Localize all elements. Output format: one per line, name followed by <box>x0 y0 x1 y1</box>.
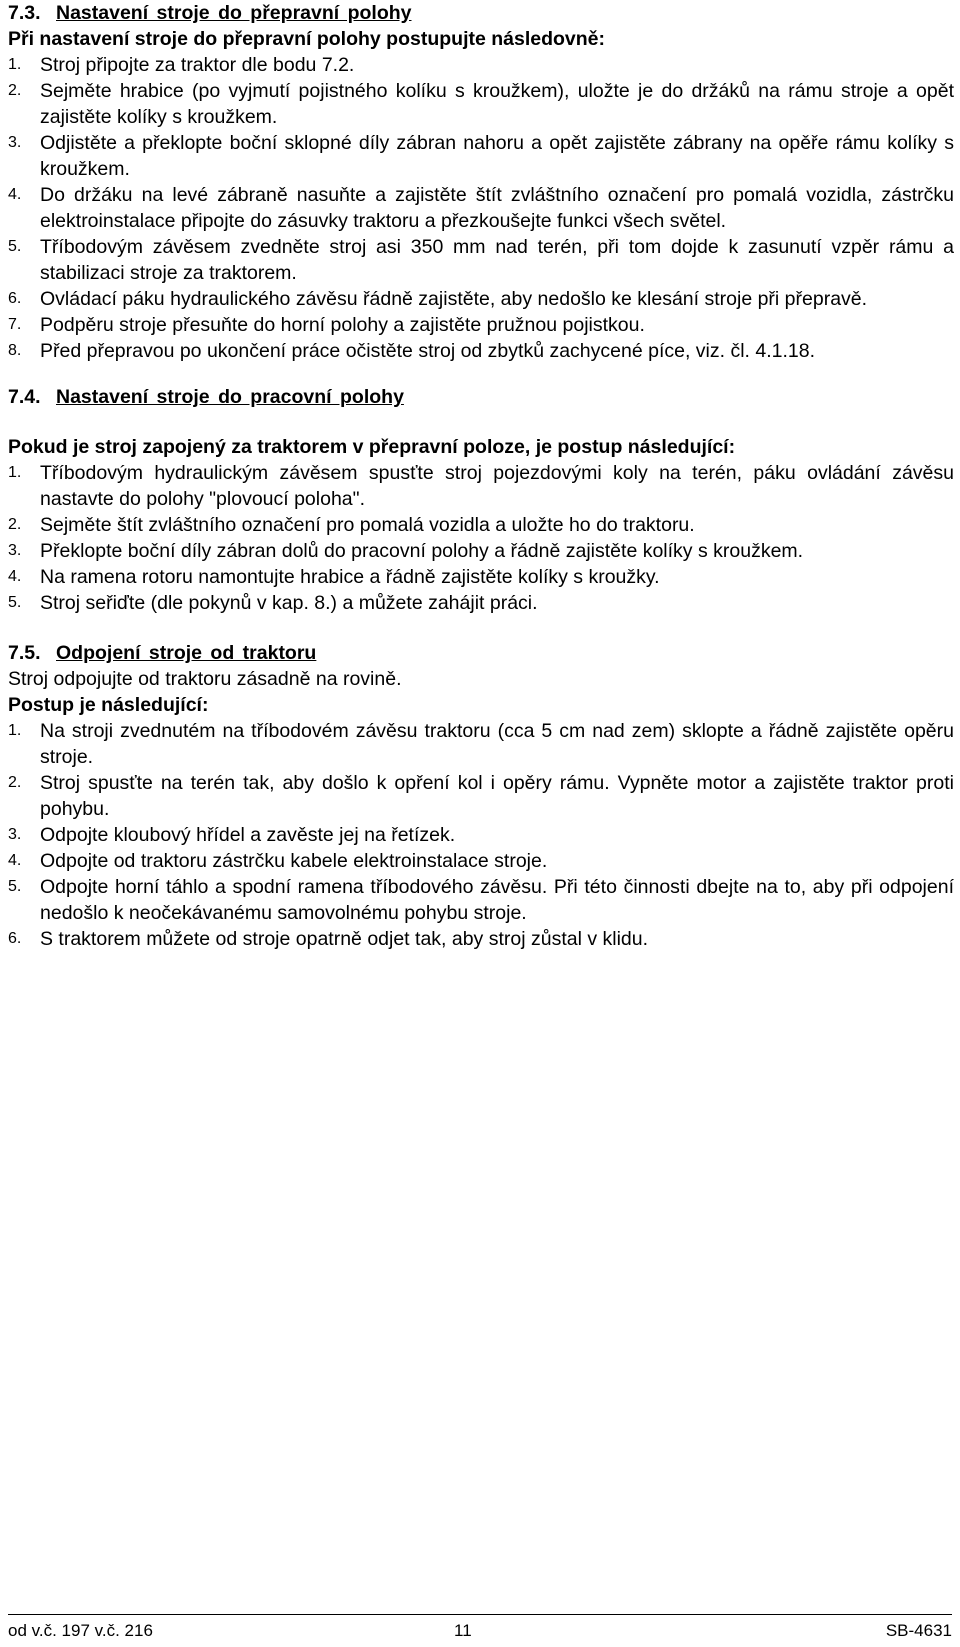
section-title: Nastavení stroje do pracovní polohy <box>56 386 404 408</box>
list-item <box>8 78 954 130</box>
step-number: 5. <box>8 878 22 895</box>
step-text: Před přepravou po ukončení práce očistěte stroj od zbytků zachycené píce, viz. čl. 4.1.18. <box>40 340 816 362</box>
list-item <box>8 234 954 286</box>
section-title: Odpojení stroje od traktoru <box>56 642 317 664</box>
steps-list-7-3 <box>8 52 954 364</box>
list-item <box>8 926 954 952</box>
section-lead: Postup je následující: <box>8 694 209 716</box>
step-number: 6. <box>8 290 22 307</box>
list-item <box>8 538 954 564</box>
steps-list-7-5 <box>8 718 954 952</box>
step-number: 8. <box>8 342 22 359</box>
section-heading-7-3 <box>8 0 954 26</box>
step-text: Stroj seřiďte (dle pokynů v kap. 8.) a můžete zahájit práci. <box>40 592 538 614</box>
section-heading-7-5 <box>8 640 954 666</box>
section-heading-7-4 <box>8 384 954 410</box>
list-item <box>8 460 954 512</box>
step-text: Odpojte od traktoru zástrčku kabele elektroinstalace stroje. <box>40 850 548 872</box>
list-item <box>8 286 954 312</box>
step-text: Odpojte kloubový hřídel a zavěste jej na řetízek. <box>40 824 456 846</box>
list-item <box>8 338 954 364</box>
step-text: Odjistěte a překlopte boční sklopné díly zábran nahoru a opět zajistěte zábrany na opěře rámu kolíky s kroužkem. <box>40 132 954 180</box>
step-number: 7. <box>8 316 22 333</box>
section-title: Nastavení stroje do přepravní polohy <box>56 2 412 24</box>
step-text: Do držáku na levé zábraně nasuňte a zajistěte štít zvláštního označení pro pomalá vozidla, zástrčku elektroinstalace připojte do zásuvky traktoru a přezkoušejte funkci všech světel. <box>40 184 954 232</box>
step-number: 1. <box>8 464 22 481</box>
step-number: 5. <box>8 238 22 255</box>
list-item <box>8 564 954 590</box>
step-text: Tříbodovým hydraulickým závěsem spusťte stroj pojezdovými koly na terén, páku ovládání závěsu nastavte do polohy "plovoucí poloha". <box>40 462 954 510</box>
step-text: Ovládací páku hydraulického závěsu řádně zajistěte, aby nedošlo ke klesání stroje při přepravě. <box>40 288 868 310</box>
section-lead: Při nastavení stroje do přepravní polohy postupujte následovně: <box>8 28 606 50</box>
list-item <box>8 848 954 874</box>
step-number: 1. <box>8 56 22 73</box>
step-text: Sejměte hrabice (po vyjmutí pojistného kolíku s kroužkem), uložte je do držáků na rámu stroje a opět zajistěte kolíky s kroužkem. <box>40 80 954 128</box>
list-item <box>8 512 954 538</box>
step-text: Stroj spusťte na terén tak, aby došlo k opření kol i opěry rámu. Vypněte motor a zajistěte traktor proti pohybu. <box>40 772 954 820</box>
list-item <box>8 312 954 338</box>
section-number: 7.4. <box>8 386 41 408</box>
step-text: Na stroji zvednutém na tříbodovém závěsu traktoru (cca 5 cm nad zem) sklopte a řádně zajistěte opěru stroje. <box>40 720 954 768</box>
step-text: Podpěru stroje přesuňte do horní polohy a zajistěte pružnou pojistkou. <box>40 314 645 336</box>
step-text: Odpojte horní táhlo a spodní ramena tříbodového závěsu. Při této činnosti dbejte na to, aby při odpojení nedošlo k neočekávanému samovolnému pohybu stroje. <box>40 876 954 924</box>
step-number: 6. <box>8 930 22 947</box>
section-lead: Pokud je stroj zapojený za traktorem v přepravní poloze, je postup následující: <box>8 436 736 458</box>
step-number: 3. <box>8 134 22 151</box>
list-item <box>8 874 954 926</box>
document-page <box>8 0 954 952</box>
list-item <box>8 182 954 234</box>
list-item <box>8 822 954 848</box>
document-code: SB-4631 <box>885 1621 952 1640</box>
footer-rule <box>8 1614 952 1615</box>
step-number: 4. <box>8 186 22 203</box>
step-text: Na ramena rotoru namontujte hrabice a řádně zajistěte kolíky s kroužky. <box>40 566 660 588</box>
step-number: 3. <box>8 826 22 843</box>
step-number: 4. <box>8 852 22 869</box>
list-item <box>8 590 954 616</box>
section-number: 7.5. <box>8 642 41 664</box>
list-item <box>8 130 954 182</box>
page-footer <box>8 1620 952 1642</box>
step-number: 5. <box>8 594 22 611</box>
list-item <box>8 718 954 770</box>
list-item <box>8 770 954 822</box>
step-text: Překlopte boční díly zábran dolů do pracovní polohy a řádně zajistěte kolíky s kroužkem. <box>40 540 804 562</box>
step-number: 1. <box>8 722 22 739</box>
step-text: S traktorem můžete od stroje opatrně odjet tak, aby stroj zůstal v klidu. <box>40 928 649 950</box>
step-text: Sejměte štít zvláštního označení pro pomalá vozidla a uložte ho do traktoru. <box>40 514 695 536</box>
step-number: 3. <box>8 542 22 559</box>
section-intro: Stroj odpojujte od traktoru zásadně na rovině. <box>8 668 402 690</box>
page-number: 11 <box>454 1621 472 1640</box>
footer-serial-range: od v.č. 197 v.č. 216 <box>8 1621 153 1640</box>
steps-list-7-4 <box>8 460 954 616</box>
step-number: 2. <box>8 516 22 533</box>
step-text: Tříbodovým závěsem zvedněte stroj asi 350 mm nad terén, při tom dojde k zasunutí vzpěr rámu a stabilizaci stroje za traktorem. <box>40 236 954 284</box>
step-number: 4. <box>8 568 22 585</box>
step-number: 2. <box>8 774 22 791</box>
step-text: Stroj připojte za traktor dle bodu 7.2. <box>40 54 355 76</box>
section-number: 7.3. <box>8 2 41 24</box>
list-item <box>8 52 954 78</box>
step-number: 2. <box>8 82 22 99</box>
